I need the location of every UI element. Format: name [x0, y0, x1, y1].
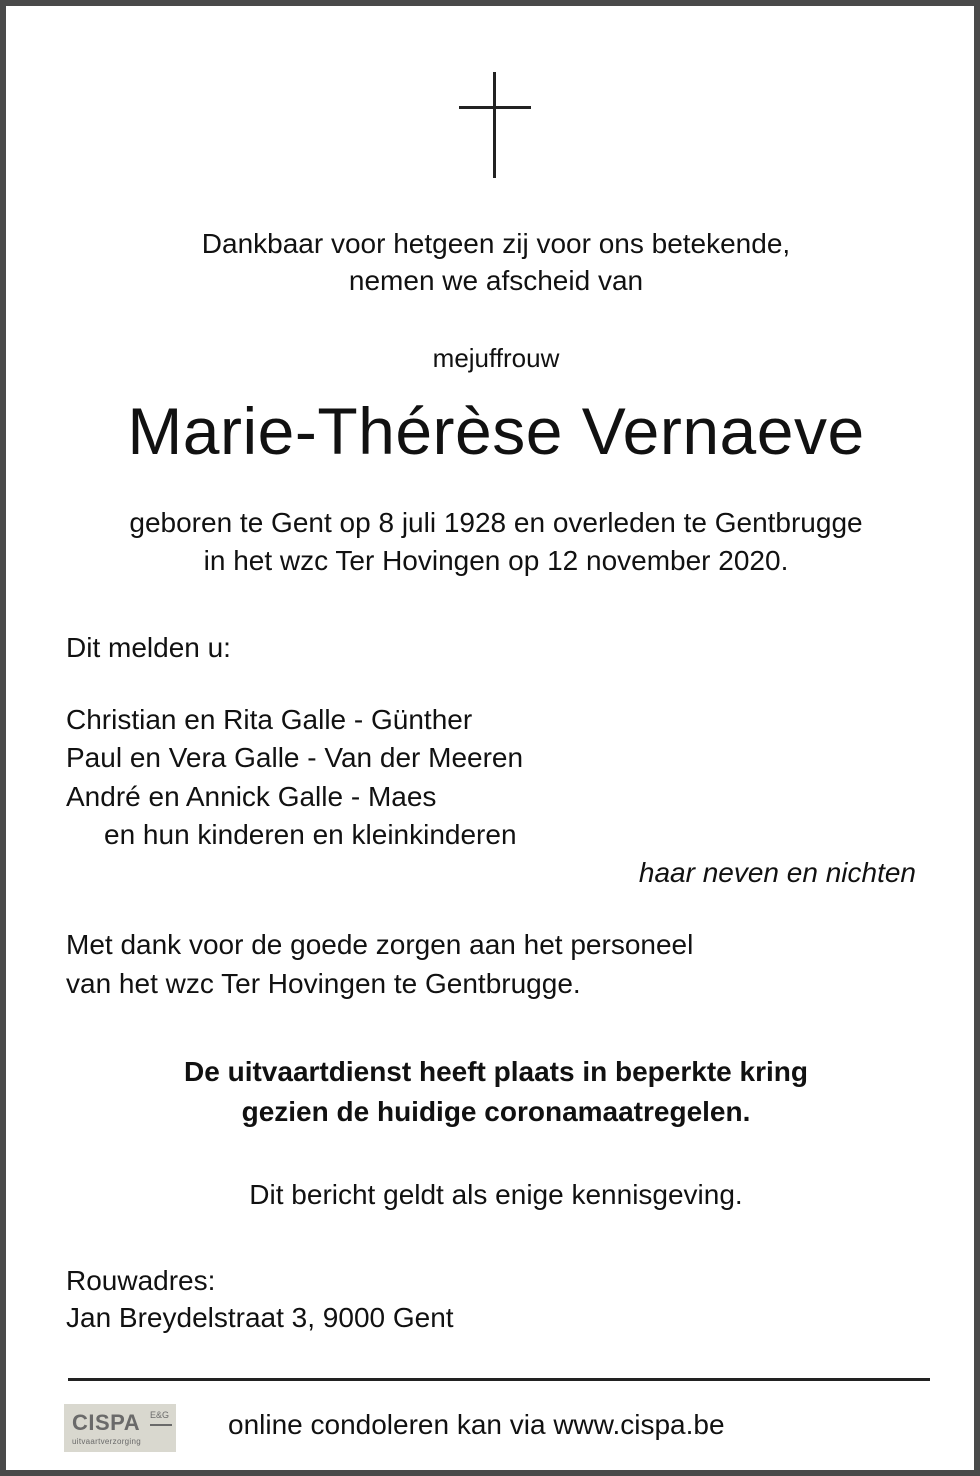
address-value: Jan Breydelstraat 3, 9000 Gent	[66, 1302, 454, 1333]
family-relation: haar neven en nichten	[638, 857, 916, 888]
cross-icon	[459, 72, 531, 178]
logo-subtitle: uitvaartverzorging	[72, 1437, 141, 1446]
family-member: Paul en Vera Galle - Van der Meeren	[66, 742, 524, 773]
intro-line-2: nemen we afscheid van	[348, 265, 644, 296]
family-member: Christian en Rita Galle - Günther	[66, 704, 473, 735]
intro-line-1: Dankbaar voor hetgeen zij voor ons betekende,	[201, 228, 791, 259]
online-condolence-text: online condoleren kan via www.cispa.be	[228, 1409, 725, 1440]
logo-dash	[150, 1424, 172, 1426]
family-children: en hun kinderen en kleinkinderen	[104, 819, 517, 850]
family-member: André en Annick Galle - Maes	[66, 781, 437, 812]
cispa-logo	[64, 1404, 176, 1452]
divider	[68, 1378, 930, 1381]
announcement-intro: Dit melden u:	[66, 632, 231, 663]
service-notice-line-2: gezien de huidige coronamaatregelen.	[241, 1096, 751, 1127]
logo-text: CISPA	[72, 1410, 141, 1435]
title-prefix: mejuffrouw	[432, 343, 560, 373]
thanks-line-1: Met dank voor de goede zorgen aan het personeel	[66, 929, 694, 960]
thanks-line-2: van het wzc Ter Hovingen te Gentbrugge.	[66, 968, 581, 999]
birth-death-line-2: in het wzc Ter Hovingen op 12 november 2020.	[203, 545, 789, 576]
service-notice-line-1: De uitvaartdienst heeft plaats in beperkte kring	[184, 1056, 808, 1087]
birth-death-line-1: geboren te Gent op 8 juli 1928 en overleden te Gentbrugge	[129, 507, 863, 538]
logo-superscript: E&G	[150, 1410, 170, 1420]
notice-text: Dit bericht geldt als enige kennisgeving.	[249, 1179, 743, 1210]
address-label: Rouwadres:	[66, 1265, 216, 1296]
deceased-name: Marie-Thérèse Vernaeve	[127, 394, 865, 468]
